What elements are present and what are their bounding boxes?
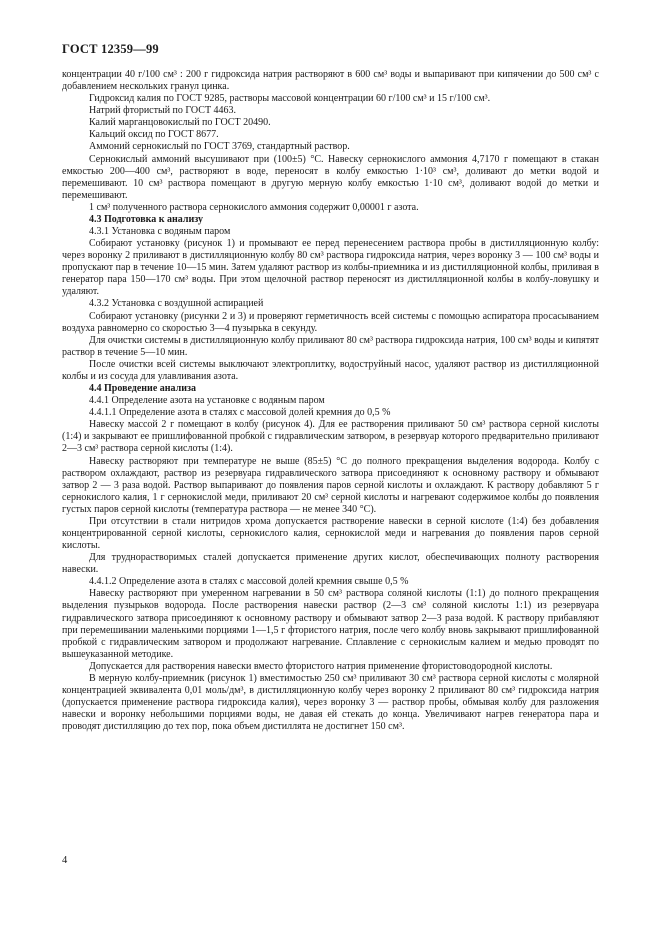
paragraph: Кальций оксид по ГОСТ 8677. (89, 129, 219, 141)
paragraph: Для очистки системы в дистилляционную колбу приливают 80 см³ раствора гидроксида натрия, 100 см³ воды и кипятят раствор в течение 5—10 мин. (62, 334, 599, 358)
paragraph: Навеску растворяют при умеренном нагревании в 50 см³ раствора соляной кислоты (1:1) до полного прекращения выделения пузырьков водорода. После растворения навески раствор (2—3 см³ соляной кислоты 1:1) из резервуара гидравлического затвора присоединяют к основному раствору и обмывают затвор 2—3 раза водой. К раствору прибавляют при перемешивании маленькими порциями 1—1,5 г фтористого натрия, после чего колбу вновь закрывают пришлифованной пробкой с гидравлическим затвором и продолжают нагревание. Сплавление с сернокислым калием и медью проводят по вышеуказанной методике. (62, 588, 599, 660)
paragraph: Гидроксид калия по ГОСТ 9285, растворы массовой концентрации 60 г/100 см³ и 15 г/100 см³. (89, 93, 491, 105)
paragraph: Для труднорастворимых сталей допускается применение других кислот, обеспечивающих полноту растворения навески. (62, 552, 599, 576)
paragraph: концентрации 40 г/100 см³ : 200 г гидроксида натрия растворяют в 600 см³ воды и выпаривают при кипячении до 500 см³ с добавлением нескольких гранул цинка. (62, 69, 599, 93)
paragraph: Натрий фтористый по ГОСТ 4463. (89, 105, 237, 117)
paragraph: После очистки всей системы выключают электроплитку, водоструйный насос, удаляют раствор из дистилляционной колбы и из сосуда для улавливания азота. (62, 358, 599, 382)
paragraph: Собирают установку (рисунки 2 и 3) и проверяют герметичность всей системы с помощью аспиратора просасыванием воздуха равномерно со скоростью 3—4 пузырька в секунду. (62, 310, 599, 334)
paragraph: В мерную колбу-приемник (рисунок 1) вместимостью 250 см³ приливают 30 см³ раствора серной кислоты с молярной концентрацией эквивалента 0,01 моль/дм³, в дистилляционную колбу через воронку 2 приливают 80 см³ гидроксида натрия (допускается применение раствора гидроксида калия), через воронку 3 — раствор пробы, обмывая колбу для разложения навески и воронку небольшими порциями воды, не давая ей стекать до конца. Увеличивают нагрев генератора пара и проводят дистилляцию до тех пор, пока объем дистиллята не достигнет 150 см³. (62, 672, 599, 733)
paragraph: Аммоний сернокислый по ГОСТ 3769, стандартный раствор. (89, 141, 350, 153)
subsection-heading: 4.3.2 Установка с воздушной аспирацией (89, 298, 264, 310)
section-heading: 4.4 Проведение анализа (89, 383, 196, 395)
document-body (62, 69, 599, 733)
section-heading: 4.3 Подготовка к анализу (89, 213, 204, 225)
subsection-heading: 4.4.1 Определение азота на установке с водяным паром (89, 395, 325, 407)
paragraph: При отсутствии в стали нитридов хрома допускается растворение навески в серной кислоте (1:4) без добавления концентрированной серной кислоты, сернокислого калия, сернокислой меди и нагревания до появления паров серной кислоты. (62, 515, 599, 552)
subsection-heading: 4.4.1.1 Определение азота в сталях с массовой долей кремния до 0,5 % (89, 407, 391, 419)
page-header: ГОСТ 12359—99 (62, 42, 159, 56)
paragraph: Калий марганцовокислый по ГОСТ 20490. (89, 117, 271, 129)
subsection-heading: 4.4.1.2 Определение азота в сталях с массовой долей кремния свыше 0,5 % (89, 576, 409, 588)
paragraph: Навеску массой 2 г помещают в колбу (рисунок 4). Для ее растворения приливают 50 см³ раствора серной кислоты (1:4) и закрывают ее пришлифованной пробкой с гидравлическим затвором, в резервуар которого предварительно приливают 2—3 см³ раствора серной кислоты (1:4). (62, 419, 599, 455)
paragraph: 1 см³ полученного раствора сернокислого аммония содержит 0,00001 г азота. (89, 201, 419, 213)
subsection-heading: 4.3.1 Установка с водяным паром (89, 226, 231, 238)
paragraph: Собирают установку (рисунок 1) и промывают ее перед перенесением раствора пробы в дистилляционную колбу: через воронку 2 приливают в дистилляционную колбу 80 см³ раствора гидроксида натрия, через воронку 3 — 100 см³ воды и пропускают пар в течение 10—15 мин. Затем удаляют раствор из колбы-приемника и из дистилляционной колбы, приливая в генератор пара 150—170 см³ воды. При этом щелочной раствор переносят из дистилляционной колбы в колбу-ловушку и удаляют. (62, 238, 599, 298)
page-number: 4 (62, 855, 68, 866)
paragraph: Сернокислый аммоний высушивают при (100±5) °С. Навеску сернокислого аммония 4,7170 г помещают в стакан емкостью 200—400 см³, растворяют в воде, переносят в колбу емкостью 1·10³ см³, доливают до метки водой и перемешивают. 10 см³ раствора помещают в другую мерную колбу емкостью 1·10 см³, доливают водой до метки и перемешивают. (62, 153, 599, 201)
paragraph: Навеску растворяют при температуре не выше (85±5) °С до полного прекращения выделения водорода. Колбу с раствором охлаждают, раствор из резервуара гидравлического затвора присоединяют к основному раствору и обмывают затвор 2 — 3 раза водой. Раствор выпаривают до появления паров серной кислоты и охлаждают. К раствору добавляют 5 г сернокислого калия, 1 г сернокислой меди, приливают 20 см³ серной кислоты и нагревают содержимое колбы до появления густых паров серной кислоты (температура раствора — не менее 340 °С). (62, 455, 599, 515)
paragraph: Допускается для растворения навески вместо фтористого натрия применение фтористоводородной кислоты. (89, 660, 553, 672)
